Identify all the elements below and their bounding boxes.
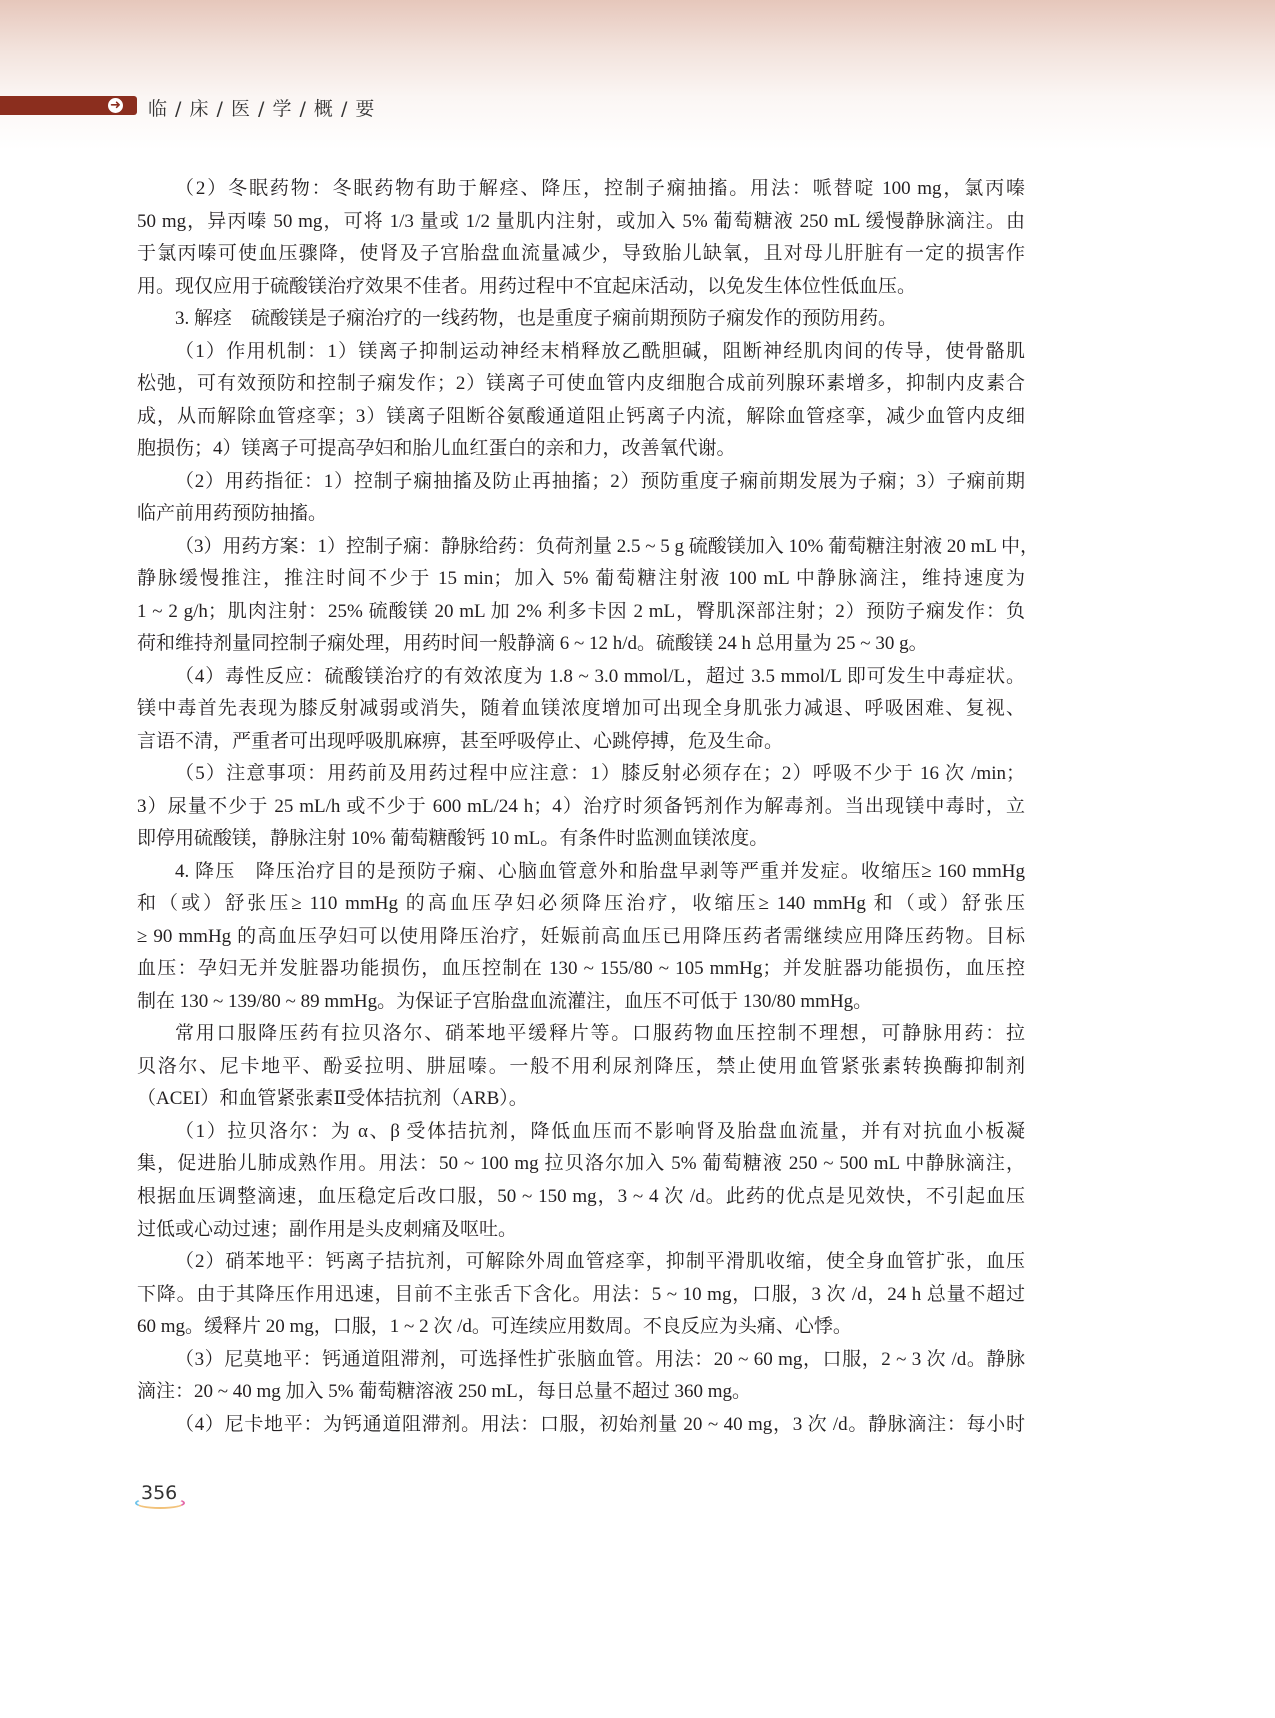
paragraph (137, 466, 1025, 531)
paragraph (137, 531, 1040, 661)
text-line: 滴注：20 ~ 40 mg 加入 5% 葡萄糖溶液 250 mL，每日总量不超过 360 mg。 (137, 1381, 752, 1403)
text-line: 根据血压调整滴速，血压稳定后改口服，50 ~ 150 mg，3 ~ 4 次 /d。此药的优点是见效快，不引起血压 (137, 1185, 1025, 1207)
header-band (0, 0, 1275, 150)
text-line: 贝洛尔、尼卡地平、酚妥拉明、肼屈嗪。一般不用利尿剂降压，禁止使用血管紧张素转换酶抑制剂 (137, 1055, 1025, 1077)
text-line: 血压：孕妇无并发脏器功能损伤，血压控制在 130 ~ 155/80 ~ 105 mmHg；并发脏器功能损伤，血压控 (137, 958, 1025, 980)
paragraph (137, 661, 1025, 759)
text-line: 3）尿量不少于 25 mL/h 或不少于 600 mL/24 h；4）治疗时须备钙剂作为解毒剂。当出现镁中毒时，立 (137, 795, 1025, 817)
paragraph (137, 1409, 1025, 1442)
text-line: 静脉缓慢推注，推注时间不少于 15 min；加入 5% 葡萄糖注射液 100 mL 中静脉滴注，维持速度为 (137, 568, 1025, 590)
text-line: 松弛，可有效预防和控制子痫发作；2）镁离子可使血管内皮细胞合成前列腺环素增多，抑制内皮素合 (137, 373, 1025, 395)
page-number-ornament (135, 1497, 185, 1509)
text-line: （5）注意事项：用药前及用药过程中应注意：1）膝反射必须存在；2）呼吸不少于 16 次 /min； (175, 763, 1025, 785)
paragraph (137, 1018, 1025, 1116)
text-line: （ACEI）和血管紧张素Ⅱ受体拮抗剂（ARB）。 (137, 1088, 528, 1110)
paragraph (137, 1116, 1025, 1246)
text-line: 言语不清，严重者可出现呼吸肌麻痹，甚至呼吸停止、心跳停搏，危及生命。 (137, 730, 784, 752)
text-line: 即停用硫酸镁，静脉注射 10% 葡萄糖酸钙 10 mL。有条件时监测血镁浓度。 (137, 828, 769, 850)
paragraph (137, 1344, 1025, 1409)
paragraph (137, 758, 1025, 856)
paragraph (137, 173, 1025, 303)
text-line: 和（或）舒张压≥ 110 mmHg 的高血压孕妇必须降压治疗，收缩压≥ 140 mmHg 和（或）舒张压 (137, 893, 1025, 915)
text-line: 50 mg，异丙嗪 50 mg，可将 1/3 量或 1/2 量肌内注射，或加入 5% 葡萄糖液 250 mL 缓慢静脉滴注。由 (137, 210, 1025, 232)
text-line: （1）拉贝洛尔：为 α、β 受体拮抗剂，降低血压而不影响肾及胎盘血流量，并有对抗血小板凝 (175, 1120, 1025, 1142)
text-line: 于氯丙嗪可使血压骤降，使肾及子宫胎盘血流量减少，导致胎儿缺氧，且对母儿肝脏有一定的损害作 (137, 243, 1025, 265)
running-header-title: 临 / 床 / 医 / 学 / 概 / 要 (148, 98, 376, 120)
text-line: 4. 降压 降压治疗目的是预防子痫、心脑血管意外和胎盘早剥等严重并发症。收缩压≥ 160 mmHg (175, 860, 1025, 882)
text-line: （4）尼卡地平：为钙通道阻滞剂。用法：口服，初始剂量 20 ~ 40 mg，3 次 /d。静脉滴注：每小时 (175, 1413, 1025, 1435)
arrow-right-circle-icon: ➜ (108, 98, 123, 113)
page-number: 356 (141, 1482, 178, 1504)
paragraph (137, 1246, 1025, 1344)
text-line: 常用口服降压药有拉贝洛尔、硝苯地平缓释片等。口服药物血压控制不理想，可静脉用药：拉 (175, 1023, 1025, 1045)
text-line: （4）毒性反应：硫酸镁治疗的有效浓度为 1.8 ~ 3.0 mmol/L，超过 3.5 mmol/L 即可发生中毒症状。 (175, 665, 1025, 687)
text-line: 镁中毒首先表现为膝反射减弱或消失，随着血镁浓度增加可出现全身肌张力减退、呼吸困难、复视、 (137, 698, 1025, 720)
text-line: （3）用药方案：1）控制子痫：静脉给药：负荷剂量 2.5 ~ 5 g 硫酸镁加入 10% 葡萄糖注射液 20 mL 中， (175, 535, 1040, 557)
text-line: 制在 130 ~ 139/80 ~ 89 mmHg。为保证子宫胎盘血流灌注，血压不可低于 130/80 mmHg。 (137, 990, 873, 1012)
text-line: （2）冬眠药物：冬眠药物有助于解痉、降压，控制子痫抽搐。用法：哌替啶 100 mg，氯丙嗪 (175, 178, 1025, 199)
paragraph (137, 336, 1025, 466)
text-line: 过低或心动过速；副作用是头皮刺痛及呕吐。 (137, 1218, 518, 1240)
text-line: 下降。由于其降压作用迅速，目前不主张舌下含化。用法：5 ~ 10 mg，口服，3 次 /d，24 h 总量不超过 (137, 1283, 1025, 1305)
text-line: ≥ 90 mmHg 的高血压孕妇可以使用降压治疗，妊娠前高血压已用降压药者需继续应用降压药物。目标 (137, 925, 1025, 947)
text-line: 集，促进胎儿肺成熟作用。用法：50 ~ 100 mg 拉贝洛尔加入 5% 葡萄糖液 250 ~ 500 mL 中静脉滴注， (137, 1153, 1025, 1175)
text-line: 60 mg。缓释片 20 mg，口服，1 ~ 2 次 /d。可连续应用数周。不良反应为头痛、心悸。 (137, 1316, 852, 1338)
text-line: （3）尼莫地平：钙通道阻滞剂，可选择性扩张脑血管。用法：20 ~ 60 mg，口服，2 ~ 3 次 /d。静脉 (175, 1348, 1025, 1370)
text-line: 胞损伤；4）镁离子可提高孕妇和胎儿血红蛋白的亲和力，改善氧代谢。 (137, 438, 736, 460)
text-line: 1 ~ 2 g/h；肌肉注射：25% 硫酸镁 20 mL 加 2% 利多卡因 2 mL，臀肌深部注射；2）预防子痫发作：负 (137, 600, 1025, 622)
paragraph (137, 303, 1025, 336)
text-line: 荷和维持剂量同控制子痫处理，用药时间一般静滴 6 ~ 12 h/d。硫酸镁 24 h 总用量为 25 ~ 30 g。 (137, 633, 928, 655)
text-line: （2）用药指征：1）控制子痫抽搐及防止再抽搐；2）预防重度子痫前期发展为子痫；3）子痫前期 (175, 470, 1025, 492)
text-line: 用。现仅应用于硫酸镁治疗效果不佳者。用药过程中不宜起床活动，以免发生体位性低血压。 (137, 275, 917, 297)
paragraph (137, 856, 1025, 1019)
text-line: 3. 解痉 硫酸镁是子痫治疗的一线药物，也是重度子痫前期预防子痫发作的预防用药。 (175, 308, 898, 330)
body-text (137, 173, 1040, 1441)
text-line: 成，从而解除血管痉挛；3）镁离子阻断谷氨酸通道阻止钙离子内流，解除血管痉挛，减少血管内皮细 (137, 405, 1025, 427)
text-line: （2）硝苯地平：钙离子拮抗剂，可解除外周血管痉挛，抑制平滑肌收缩，使全身血管扩张，血压 (175, 1251, 1025, 1273)
text-line: 临产前用药预防抽搐。 (137, 503, 328, 525)
text-line: （1）作用机制：1）镁离子抑制运动神经末梢释放乙酰胆碱，阻断神经肌肉间的传导，使骨骼肌 (175, 340, 1025, 362)
